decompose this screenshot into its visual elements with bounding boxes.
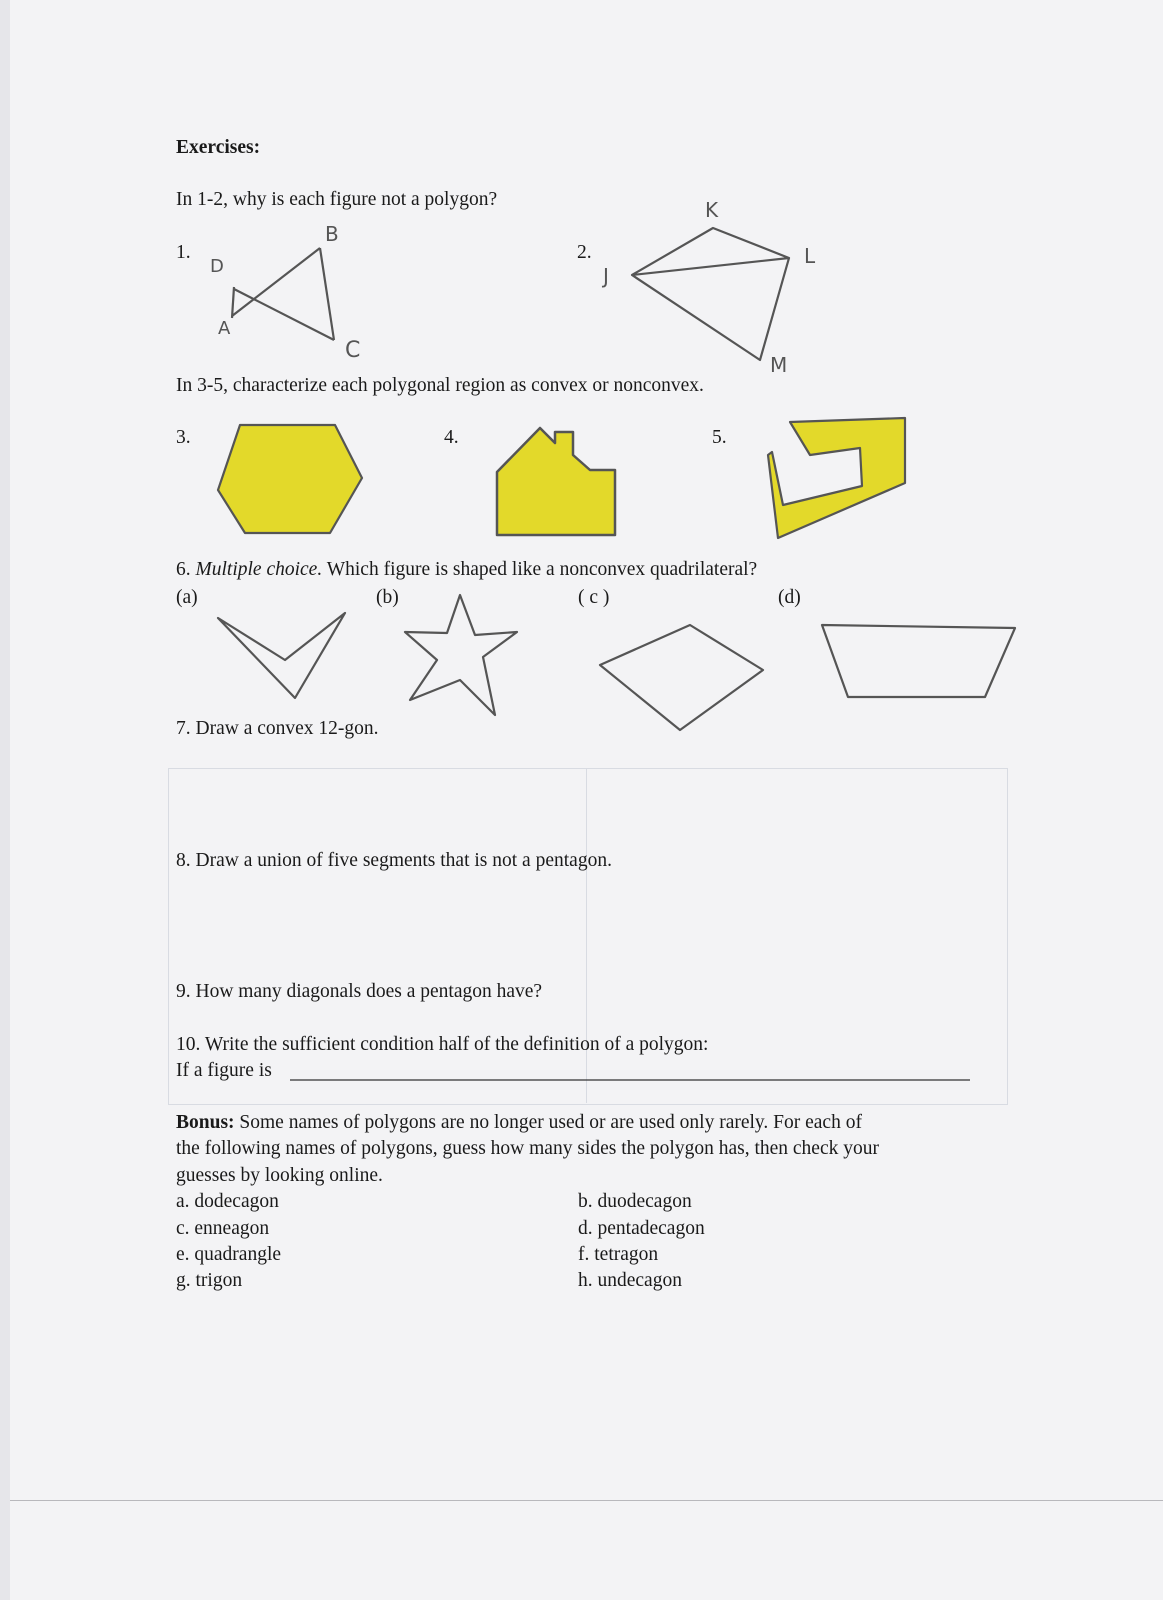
question-9: 9. How many diagonals does a pentagon have? xyxy=(176,981,543,1002)
option-d-trapezoid xyxy=(822,625,1015,697)
option-c-rhombus xyxy=(600,625,763,730)
question-6 xyxy=(176,560,757,580)
page-bottom-line xyxy=(10,1500,1163,1501)
bonus-item-e: e. quadrangle xyxy=(176,1244,282,1265)
label-k: K xyxy=(705,198,719,222)
bonus-item-d: d. pentadecagon xyxy=(578,1218,705,1239)
bonus-item-b: b. duodecagon xyxy=(578,1191,692,1212)
bonus-label: Bonus: xyxy=(176,1112,235,1133)
prompt-1-2: In 1-2, why is each figure not a polygon? xyxy=(176,189,498,210)
prompt-3-5: In 3-5, characterize each polygonal region as convex or nonconvex. xyxy=(176,375,704,396)
q6-text: Which figure is shaped like a nonconvex quadrilateral? xyxy=(326,559,758,580)
item-5-number: 5. xyxy=(712,427,727,448)
option-a-chevron xyxy=(218,613,345,698)
bonus-line-3: guesses by looking online. xyxy=(176,1165,383,1186)
bonus-item-c: c. enneagon xyxy=(176,1218,270,1239)
figure-3-hexagon xyxy=(218,425,362,533)
bonus-line-2: the following names of polygons, guess how many sides the polygon has, then check your xyxy=(176,1138,879,1159)
label-a: A xyxy=(218,318,231,339)
option-d-label: (d) xyxy=(778,587,801,608)
figure-2 xyxy=(632,228,789,360)
bonus-text-1: Some names of polygons are no longer used or are used only rarely. For each of xyxy=(234,1112,862,1133)
label-b: B xyxy=(325,222,339,246)
label-j: J xyxy=(603,264,609,288)
option-b-label: (b) xyxy=(376,587,399,608)
question-10: 10. Write the sufficient condition half of the definition of a polygon: xyxy=(176,1034,709,1055)
label-d: D xyxy=(210,256,224,277)
label-l: L xyxy=(804,244,816,268)
option-c-label: ( c ) xyxy=(578,587,610,608)
question-7: 7. Draw a convex 12-gon. xyxy=(176,718,379,739)
label-c: C xyxy=(345,338,361,363)
q6-number: 6. xyxy=(176,559,191,580)
option-a-label: (a) xyxy=(176,587,198,608)
label-m: M xyxy=(770,353,788,377)
figure-1 xyxy=(232,248,334,340)
question-8: 8. Draw a union of five segments that is not a pentagon. xyxy=(176,850,612,871)
bonus-item-a: a. dodecagon xyxy=(176,1191,279,1212)
heading: Exercises: xyxy=(176,137,261,158)
bonus-item-f: f. tetragon xyxy=(578,1244,659,1265)
item-3-number: 3. xyxy=(176,427,191,448)
figure-5-nonconvex xyxy=(768,418,905,538)
q6-italic: Multiple choice. xyxy=(195,559,323,580)
bonus-item-h: h. undecagon xyxy=(578,1270,682,1291)
question-10-lead: If a figure is xyxy=(176,1060,272,1081)
bonus-item-g: g. trigon xyxy=(176,1270,243,1291)
option-b-star xyxy=(405,595,517,715)
item-1-number: 1. xyxy=(176,242,191,263)
figure-4-house xyxy=(497,428,615,535)
item-4-number: 4. xyxy=(444,427,459,448)
item-2-number: 2. xyxy=(577,242,592,263)
bonus-line-1 xyxy=(176,1113,862,1133)
